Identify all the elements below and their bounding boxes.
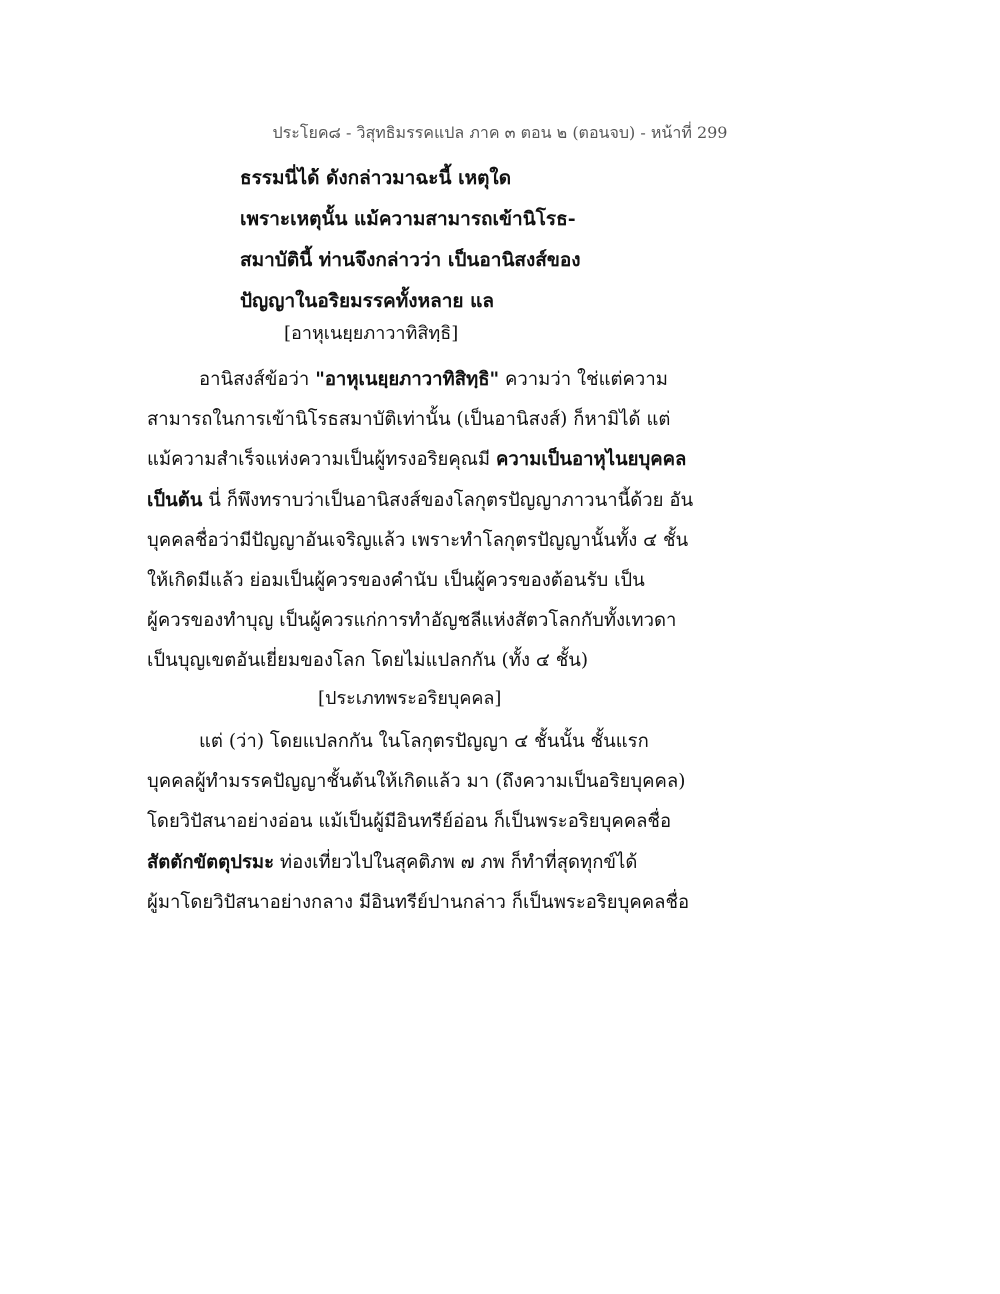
text-run: นี่ ก็พึงทราบว่าเป็นอานิสงส์ของโลกุตรปัญญาภาวนานี้ด้วย อัน: [202, 489, 694, 511]
verse-block: [240, 158, 581, 322]
bold-term: สัตตักขัตตุปรมะ: [147, 851, 275, 873]
paragraph-line: ผู้มาโดยวิปัสนาอย่างกลาง มีอินทรีย์ปานกล่าว ก็เป็นพระอริยบุคคลชื่อ: [147, 891, 690, 913]
paragraph-line: [147, 481, 707, 521]
paragraph-line: [147, 360, 707, 400]
text-run: ท่องเที่ยวไปในสุคติภพ ๗ ภพ ก็ทำที่สุดทุกข์ได้: [274, 851, 638, 873]
paragraph: [147, 360, 707, 682]
verse-line: ธรรมนี่ได้ ดังกล่าวมาฉะนี้ เหตุใด: [240, 167, 512, 189]
text-run: แม้ความสำเร็จแห่งความเป็นผู้ทรงอริยคุณมี: [147, 449, 496, 471]
paragraph-line: [147, 440, 707, 480]
paragraph-line: แต่ (ว่า) โดยแปลกกัน ในโลกุตรปัญญา ๔ ชั้นนั้น ชั้นแรก: [199, 731, 649, 752]
paragraph-line: บุคคลผู้ทำมรรคปัญญาชั้นต้นให้เกิดแล้ว มา (ถึงความเป็นอริยบุคคล): [147, 771, 686, 793]
bold-term: "อาหุเนยฺยภาวาทิสิทฺธิ": [315, 369, 500, 390]
verse-line: เพราะเหตุนั้น แม้ความสามารถเข้านิโรธ-: [240, 208, 576, 230]
text-run: อานิสงส์ข้อว่า: [199, 369, 316, 390]
section-heading-text: [อาหุเนยฺยภาวาทิสิทฺธิ]: [284, 323, 459, 344]
paragraph: [147, 722, 707, 923]
verse-line: สมาบัตินี้ ท่านจึงกล่าวว่า เป็นอานิสงส์ของ: [240, 249, 581, 271]
paragraph-line: ให้เกิดมีแล้ว ย่อมเป็นผู้ควรของคำนับ เป็นผู้ควรของต้อนรับ เป็น: [147, 569, 645, 591]
bold-term: เป็นต้น: [147, 489, 203, 511]
verse-line: ปัญญาในอริยมรรคทั้งหลาย แล: [240, 290, 495, 312]
text-run: ความว่า ใช่แต่ความ: [499, 369, 668, 390]
paragraph-line: ผู้ควรของทำบุญ เป็นผู้ควรแก่การทำอัญชลีแห่งสัตวโลกกับทั้งเทวดา: [147, 610, 677, 632]
page-header: [0, 121, 1000, 146]
paragraph-line: เป็นบุญเขตอันเยี่ยมของโลก โดยไม่แปลกกัน (ทั้ง ๔ ชั้น): [147, 650, 589, 672]
paragraph-line: สามารถในการเข้านิโรธสมาบัติเท่านั้น (เป็นอานิสงส์) ก็หามิได้ แต่: [147, 409, 671, 431]
bold-term: ความเป็นอาหุไนยบุคคล: [495, 449, 687, 471]
paragraph-line: บุคคลชื่อว่ามีปัญญาอันเจริญแล้ว เพราะทำโลกุตรปัญญานั้นทั้ง ๔ ชั้น: [147, 529, 689, 551]
section-heading-text: [ประเภทพระอริยบุคคล]: [318, 688, 502, 709]
paragraph-line: โดยวิปัสนาอย่างอ่อน แม้เป็นผู้มีอินทรีย์อ่อน ก็เป็นพระอริยบุคคลชื่อ: [147, 811, 672, 833]
page-header-text: ประโยค๘ - วิสุทธิมรรคแปล ภาค ๓ ตอน ๒ (ตอนจบ) - หน้าที่ 299: [272, 123, 728, 142]
paragraph-line: [147, 843, 707, 883]
